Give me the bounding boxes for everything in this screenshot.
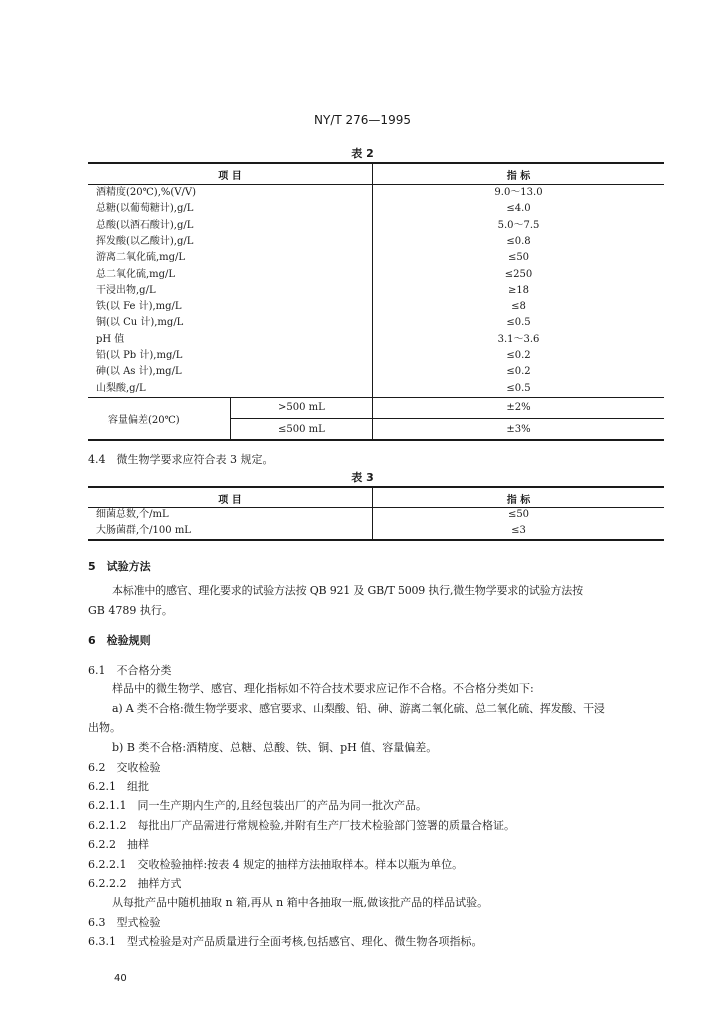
table2-value: ≤4.0 bbox=[506, 203, 531, 215]
table2-col-item: 项 目 bbox=[218, 171, 242, 182]
section-6-2-2-2-para: 从每批产品中随机抽取 n 箱,再从 n 箱中各抽取一瓶,做该批产品的样品试验。 bbox=[112, 896, 489, 909]
table2-value: ≤0.2 bbox=[506, 366, 531, 378]
table2-item: 酒精度(20℃),%(V/V) bbox=[96, 187, 197, 198]
table-row bbox=[88, 507, 664, 523]
table2-caption: 表 2 bbox=[351, 147, 374, 160]
table3-col-item: 项 目 bbox=[218, 495, 242, 506]
table2-value: ≥18 bbox=[507, 284, 530, 296]
table2-item: 铅(以 Pb 计),mg/L bbox=[96, 350, 183, 361]
table3-col-index: 指 标 bbox=[506, 495, 531, 506]
table3-value: ≤50 bbox=[507, 509, 530, 520]
section-6-2-1-2: 6.2.1.2 每批出厂产品需进行常规检验,并附有生产厂技术检验部门签署的质量合格证。 bbox=[88, 819, 515, 832]
volume-value-under-500: ±3% bbox=[506, 424, 531, 435]
section-6-2-1: 6.2.1 组批 bbox=[88, 780, 149, 793]
standard-header: NY/T 276—1995 bbox=[314, 113, 411, 127]
table2 bbox=[88, 162, 664, 440]
section-6-1-para: 样品中的微生物学、感官、理化指标如不符合技术要求应记作不合格。不合格分类如下: bbox=[112, 682, 534, 695]
table2-item: 游离二氧化硫,mg/L bbox=[96, 252, 186, 264]
section-6-2-1-1: 6.2.1.1 同一生产期内生产的,且经包装出厂的产品为同一批次产品。 bbox=[88, 799, 427, 812]
table2-volume-rule bbox=[88, 397, 664, 398]
table-row bbox=[88, 332, 664, 348]
table2-item: 总二氧化硫,mg/L bbox=[96, 268, 176, 280]
section-5-para-line1: 本标准中的感官、理化要求的试验方法按 QB 921 及 GB/T 5009 执行,微生物学要求的试验方法按 bbox=[112, 584, 583, 597]
table2-item: 总糖(以葡萄糖计),g/L bbox=[96, 203, 194, 215]
section-5-para-line2: GB 4789 执行。 bbox=[88, 604, 173, 617]
section-6-title: 6 检验规则 bbox=[88, 634, 151, 647]
section-6-2-2-2: 6.2.2.2 抽样方式 bbox=[88, 877, 182, 890]
table2-value: ≤0.5 bbox=[506, 382, 531, 394]
section-6-3: 6.3 型式检验 bbox=[88, 916, 161, 929]
table3 bbox=[88, 486, 664, 540]
section-6-1-a-line2: 出物。 bbox=[88, 721, 121, 734]
table2-item: 铜(以 Cu 计),mg/L bbox=[96, 317, 184, 329]
table2-item: pH 值 bbox=[96, 333, 125, 345]
table-row bbox=[88, 201, 664, 217]
section-6-2: 6.2 交收检验 bbox=[88, 761, 161, 774]
table2-volume-mid-rule bbox=[230, 418, 664, 419]
table2-value: ≤0.2 bbox=[506, 350, 531, 361]
table-row bbox=[88, 283, 664, 299]
table-row bbox=[88, 234, 664, 250]
table-row bbox=[88, 364, 664, 380]
table-row bbox=[88, 381, 664, 397]
section-6-1-b: b) B 类不合格:酒精度、总糖、总酸、铁、铜、pH 值、容量偏差。 bbox=[112, 741, 438, 754]
table2-value: ≤250 bbox=[504, 268, 533, 280]
table2-value: ≤50 bbox=[507, 252, 530, 264]
table2-item: 铁(以 Fe 计),mg/L bbox=[96, 301, 182, 313]
table2-bottom-rule bbox=[88, 439, 664, 441]
section-5-title: 5 试验方法 bbox=[88, 560, 151, 573]
table2-value: 9.0～13.0 bbox=[494, 187, 543, 198]
table3-value: ≤3 bbox=[511, 525, 526, 536]
table2-value: ≤0.5 bbox=[506, 317, 531, 329]
section-6-3-1: 6.3.1 型式检验是对产品质量进行全面考核,包括感官、理化、微生物各项指标。 bbox=[88, 935, 483, 948]
section-6-2-2: 6.2.2 抽样 bbox=[88, 838, 149, 851]
volume-cond-under-500: ≤500 mL bbox=[278, 424, 325, 435]
table-row bbox=[88, 250, 664, 266]
page-number: 40 bbox=[114, 973, 127, 984]
section-6-2-2-1: 6.2.2.1 交收检验抽样:按表 4 规定的抽样方法抽取样本。样本以瓶为单位。 bbox=[88, 858, 464, 871]
table2-item: 山梨酸,g/L bbox=[96, 382, 146, 394]
table3-top-rule bbox=[88, 486, 664, 488]
table2-value: ≤0.8 bbox=[506, 235, 531, 247]
table2-item: 砷(以 As 计),mg/L bbox=[96, 366, 182, 378]
section-6-1-a-line1: a) A 类不合格:微生物学要求、感官要求、山梨酸、铅、砷、游离二氧化硫、总二氧化硫、挥发酸、干浸 bbox=[112, 702, 605, 715]
table3-bottom-rule bbox=[88, 539, 664, 541]
table-row bbox=[88, 218, 664, 234]
volume-value-over-500: ±2% bbox=[506, 402, 531, 413]
table-row bbox=[88, 523, 664, 539]
table-row bbox=[88, 185, 664, 201]
table-row bbox=[88, 267, 664, 283]
table2-item: 干浸出物,g/L bbox=[96, 284, 156, 296]
table2-value: ≤8 bbox=[511, 301, 526, 313]
table-row bbox=[88, 315, 664, 331]
volume-deviation-label: 容量偏差(20℃) bbox=[108, 415, 180, 426]
table3-caption: 表 3 bbox=[351, 471, 374, 484]
table2-value: 3.1～3.6 bbox=[497, 333, 540, 345]
table2-item: 总酸(以酒石酸计),g/L bbox=[96, 219, 194, 231]
table2-value: 5.0～7.5 bbox=[497, 219, 540, 231]
table3-item: 大肠菌群,个/100 mL bbox=[96, 525, 191, 536]
section-6-1: 6.1 不合格分类 bbox=[88, 664, 172, 677]
volume-cond-over-500: >500 mL bbox=[278, 402, 325, 413]
table2-item: 挥发酸(以乙酸计),g/L bbox=[96, 235, 194, 247]
table-row bbox=[88, 348, 664, 364]
table2-col-index: 指 标 bbox=[506, 171, 531, 182]
table-row bbox=[88, 299, 664, 315]
section-4-4: 4.4 微生物学要求应符合表 3 规定。 bbox=[88, 453, 274, 466]
table2-body-divider bbox=[372, 184, 373, 397]
table2-top-rule bbox=[88, 162, 664, 164]
table3-item: 细菌总数,个/mL bbox=[96, 509, 169, 520]
